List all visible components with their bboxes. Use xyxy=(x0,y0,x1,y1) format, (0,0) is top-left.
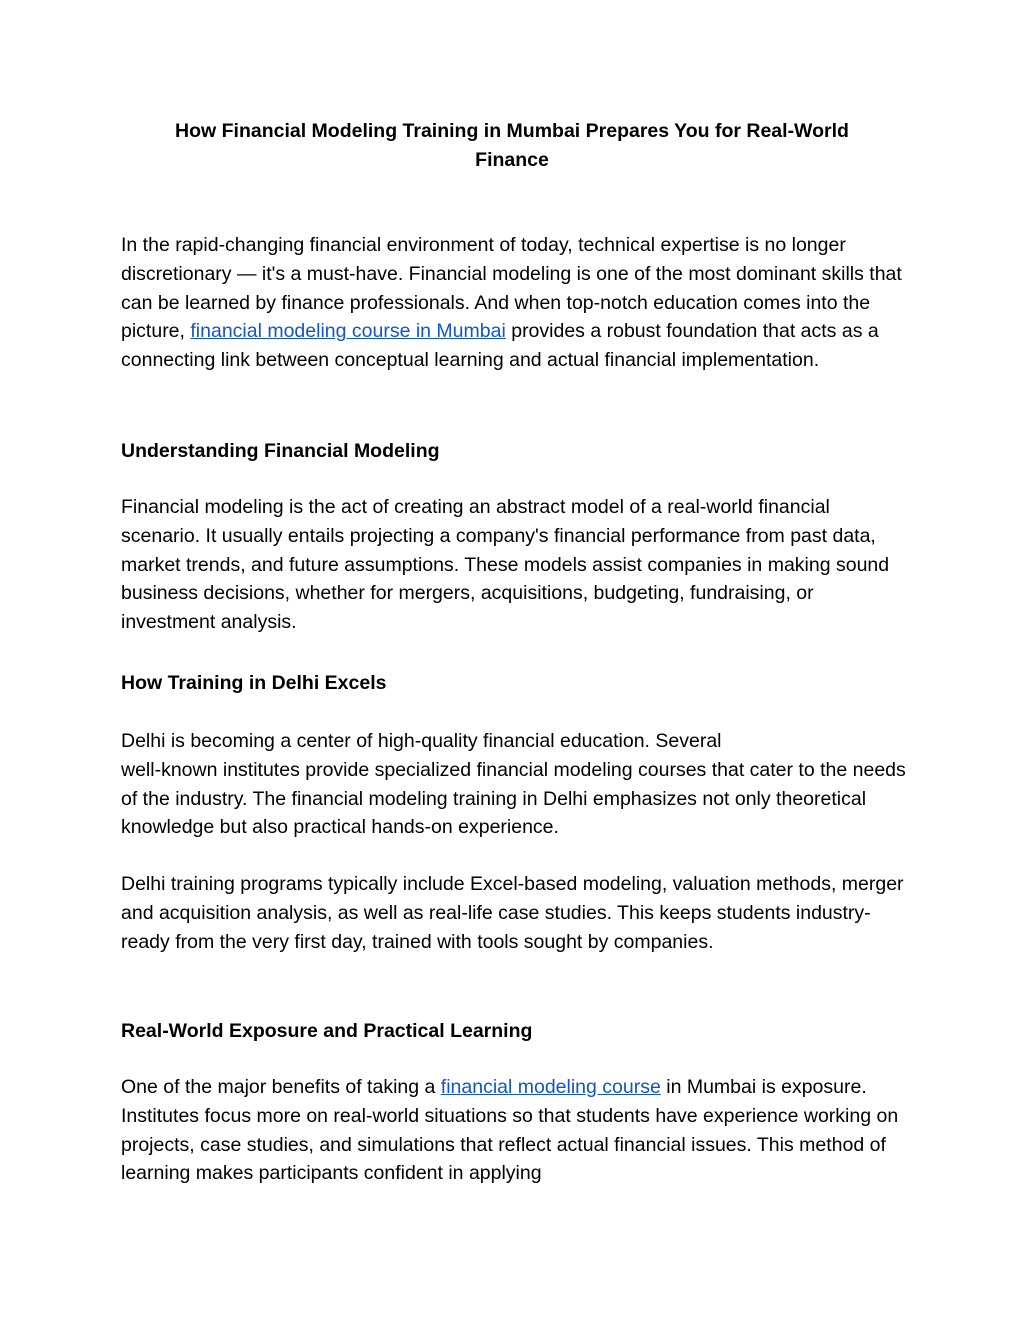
document-title xyxy=(120,117,904,175)
section-delhi-paragraph-2: Delhi training programs typically include Excel-based modeling, valuation methods, merger and acquisition analysis, as well as real-life case studies. This keeps students industry-ready from the very first day, trained with tools sought by companies. xyxy=(121,873,904,953)
delhi-paragraph-rest: well-known institutes provide specialized financial modeling courses that cater to the needs of the industry. The financial modeling training in Delhi emphasizes not only theoretical knowledge but also practical hands-on experience. xyxy=(121,758,906,839)
title-line-2: Finance xyxy=(475,149,549,171)
section-heading-understanding: Understanding Financial Modeling xyxy=(121,440,440,462)
section-delhi-paragraph-1 xyxy=(121,727,911,842)
financial-modeling-course-mumbai-link[interactable]: financial modeling course in Mumbai xyxy=(190,320,506,343)
title-line-1: How Financial Modeling Training in Mumbai Prepares You for Real-World xyxy=(175,120,849,142)
intro-text-after-link: provides a robust foundation that acts as a connecting link between conceptual learning and actual financial implementation. xyxy=(121,320,879,372)
section-real-world-paragraph xyxy=(121,1073,911,1188)
section-understanding-paragraph: Financial modeling is the act of creating an abstract model of a real-world financial scenario. It usually entails projecting a company's financial performance from past data, market trends, and future assumptions. These models assist companies in making sound business decisions, whether for mergers, acquisitions, budgeting, fundraising, or investment analysis. xyxy=(121,496,890,634)
intro-paragraph xyxy=(121,231,911,375)
section-heading-real-world: Real-World Exposure and Practical Learning xyxy=(121,1020,533,1042)
intro-text-before-link: In the rapid-changing financial environment of today, technical expertise is no longer discretionary — it's a must-have. Financial modeling is one of the most dominant skills that can be learned by finance professionals. And when top-notch education comes into the picture, xyxy=(121,234,902,343)
real-world-text-before-link: One of the major benefits of taking a xyxy=(121,1076,436,1098)
financial-modeling-course-link[interactable]: financial modeling course xyxy=(440,1076,661,1098)
real-world-text-after-link: in Mumbai is exposure. Institutes focus more on real-world situations so that students have experience working on projects, case studies, and simulations that reflect actual financial issues. This method of learning makes participants confident in applying xyxy=(121,1076,899,1185)
delhi-paragraph-first-line: Delhi is becoming a center of high-quality financial education. Several xyxy=(121,730,722,752)
section-heading-delhi: How Training in Delhi Excels xyxy=(121,672,387,694)
